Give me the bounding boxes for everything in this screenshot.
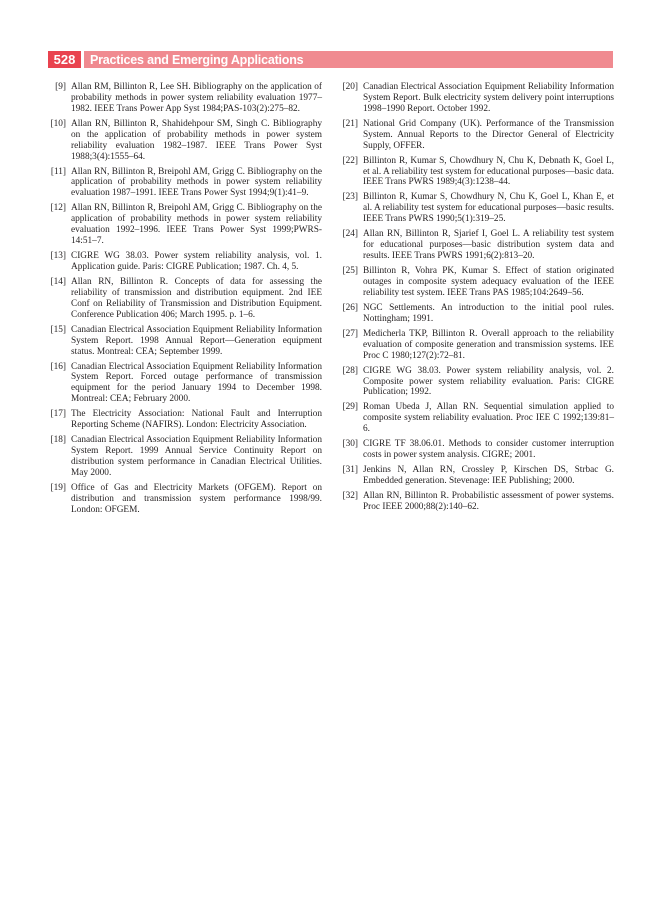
running-header (48, 51, 613, 68)
reference-item (337, 465, 614, 487)
reference-number: [32] (342, 491, 358, 502)
reference-number: [27] (342, 328, 358, 339)
reference-text: Canadian Electrical Association Equipment Reliability Information System Report. Forced outage performance of transmission equipment for the period January 1994 to December 1998. Montreal: CEA; February 2000. (71, 361, 322, 405)
reference-text: The Electricity Association: National Fault and Interruption Reporting Scheme (NAFIRS). London: Electricity Association. (71, 409, 322, 431)
reference-item (337, 329, 614, 362)
reference-number: [22] (342, 155, 358, 166)
reference-item (45, 409, 322, 431)
reference-item (45, 203, 322, 247)
reference-text: Allan RM, Billinton R, Lee SH. Bibliography on the application of probability methods in power system reliability evaluation 1977–1982. IEEE Trans Power App Syst 1984;PAS-103(2):275–82. (71, 82, 322, 114)
reference-text: Canadian Electrical Association Equipment Reliability Information System Report. 1999 Annual Service Continuity Report on distribution system performance in Canadian Electrical Utilities. May 2000. (71, 435, 322, 478)
reference-number: [31] (342, 465, 358, 476)
reference-item (45, 251, 322, 273)
reference-text: Office of Gas and Electricity Markets (OFGEM). Report on distribution and transmission system performance 1998/99. London: OFGEM. (71, 482, 322, 515)
reference-number: [9] (55, 82, 66, 92)
reference-number: [20] (342, 82, 358, 92)
reference-text: Allan RN, Billinton R, Breipohl AM, Grigg C. Bibliography on the application of probability methods in power system reliability evaluation 1987–1991. IEEE Trans Power Syst 1994;9(1):41–9. (71, 166, 322, 199)
page-number: 528 (48, 51, 81, 68)
reference-number: [29] (342, 402, 358, 413)
reference-number: [18] (50, 435, 66, 446)
reference-item (337, 229, 614, 262)
reference-item (45, 435, 322, 479)
reference-text: National Grid Company (UK). Performance of the Transmission System. Annual Reports to the Director General of Electricity Supply, OFFER. (363, 118, 614, 151)
reference-number: [15] (50, 324, 66, 335)
reference-item (45, 119, 322, 163)
reference-number: [26] (342, 302, 358, 313)
reference-number: [21] (342, 118, 358, 129)
reference-text: CIGRE WG 38.03. Power system reliability analysis, vol. 1. Application guide. Paris: CIGRE Publication; 1987. Ch. 4, 5. (71, 251, 322, 272)
reference-text: Allan RN, Billinton R. Concepts of data for assessing the reliability of transmission and distribution equipment. 2nd IEE Conf on Reliability of Transmission and Distribution Equipment. Conference Publication 406; March 1995. p. 1–6. (71, 276, 322, 320)
reference-item (337, 439, 614, 461)
reference-text: Jenkins N, Allan RN, Crossley P, Kirschen DS, Strbac G. Embedded generation. Stevenage: IEE Publishing; 2000. (363, 465, 614, 487)
reference-item (337, 156, 614, 189)
reference-item (337, 303, 614, 325)
reference-number: [11] (50, 166, 66, 177)
reference-text: CIGRE WG 38.03. Power system reliability analysis, vol. 2. Composite power system reliability evaluation. Paris: CIGRE Publication; 1992. (363, 365, 614, 398)
reference-number: [28] (342, 365, 358, 376)
reference-item (337, 266, 614, 299)
reference-number: [12] (50, 203, 66, 214)
reference-item (337, 491, 614, 513)
reference-number: [17] (50, 409, 66, 420)
reference-number: [23] (342, 192, 358, 203)
reference-text: NGC Settlements. An introduction to the initial pool rules. Nottingham; 1991. (363, 302, 614, 324)
reference-text: Billinton R, Kumar S, Chowdhury N, Chu K, Debnath K, Goel L, et al. A reliability test system for educational purposes—basic data. IEEE Trans PWRS 1989;4(3):1238–44. (363, 155, 614, 188)
reference-text: Medicherla TKP, Billinton R. Overall approach to the reliability evaluation of composite generation and transmission systems. IEE Proc C 1980;127(2):72–81. (363, 328, 614, 361)
reference-item (337, 192, 614, 225)
reference-item (45, 82, 322, 115)
reference-number: [13] (50, 251, 66, 262)
reference-number: [16] (50, 361, 66, 372)
reference-text: Billinton R, Vohra PK, Kumar S. Effect of station originated outages in composite system adequacy evaluation of the IEEE reliability test system. IEEE Trans PAS 1985;104:2649–56. (363, 266, 614, 298)
reference-item (337, 82, 614, 115)
reference-number: [25] (342, 266, 358, 277)
reference-column-left (45, 82, 322, 520)
reference-item (45, 362, 322, 406)
reference-text: Canadian Electrical Association Equipment Reliability Information System Report. Bulk electricity system delivery point interruptions 1998–1990 Report. October 1992. (363, 82, 614, 114)
reference-item (337, 402, 614, 435)
reference-text: CIGRE TF 38.06.01. Methods to consider customer interruption costs in power system analysis. CIGRE; 2001. (363, 439, 614, 461)
reference-item (45, 483, 322, 516)
reference-text: Roman Ubeda J, Allan RN. Sequential simulation applied to composite system reliability evaluation. Proc IEE C 1992;139:81–6. (363, 402, 614, 435)
reference-item (45, 277, 322, 321)
reference-number: [24] (342, 229, 358, 240)
reference-text: Allan RN, Billinton R, Shahidehpour SM, Singh C. Bibliography on the application of probability methods in power system reliability evaluation 1982–1987. IEEE Trans Power Syst 1988;3(4):1555–64. (71, 118, 322, 162)
reference-number: [10] (50, 118, 66, 129)
reference-number: [30] (342, 439, 358, 450)
reference-item (337, 119, 614, 152)
reference-text: Canadian Electrical Association Equipment Reliability Information System Report. 1998 Annual Report—Generation equipment status. Montreal: CEA; September 1999. (71, 324, 322, 357)
reference-item (45, 167, 322, 200)
reference-column-right (337, 82, 614, 517)
reference-item (337, 366, 614, 399)
reference-item (45, 325, 322, 358)
reference-number: [14] (50, 276, 66, 287)
reference-text: Allan RN, Billinton R, Breipohl AM, Grigg C. Bibliography on the application of probability methods in power system reliability evaluation 1992–1996. IEEE Trans Power Syst 1999;PWRS-14:51–7. (71, 203, 322, 247)
reference-text: Billinton R, Kumar S, Chowdhury N, Chu K, Goel L, Khan E, et al. A reliability test system for educational purposes—basic results. IEEE Trans PWRS 1990;5(1):319–25. (363, 192, 614, 225)
reference-text: Allan RN, Billinton R. Probabilistic assessment of power systems. Proc IEEE 2000;88(2):140–62. (363, 491, 614, 512)
reference-text: Allan RN, Billinton R, Sjarief I, Goel L. A reliability test system for educational purposes—basic distribution system data and results. IEEE Trans PWRS 1991;6(2):813–20. (363, 229, 614, 262)
chapter-title: Practices and Emerging Applications (84, 51, 613, 68)
reference-number: [19] (50, 482, 66, 493)
